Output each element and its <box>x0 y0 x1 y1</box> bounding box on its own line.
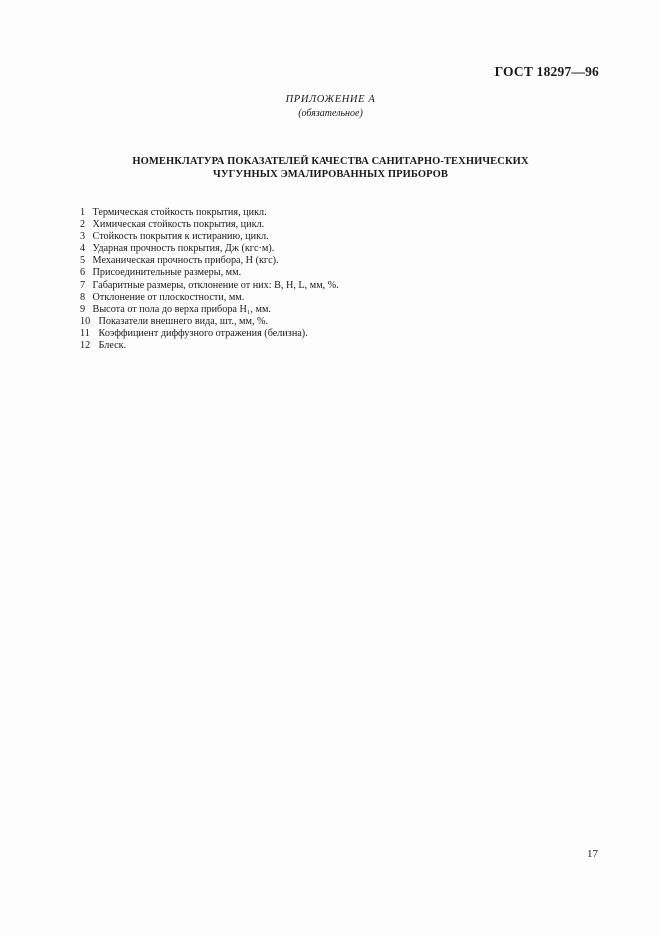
list-item <box>80 231 339 243</box>
list-item-text: Блеск. <box>98 340 127 352</box>
list-item-number: 6 <box>80 267 86 279</box>
list-item-text: Стойкость покрытия к истиранию, цикл. <box>92 231 269 243</box>
list-item-number: 3 <box>80 231 86 243</box>
list-item-number: 12 <box>80 340 91 352</box>
list-item-text: Химическая стойкость покрытия, цикл. <box>92 219 265 231</box>
list-item <box>80 255 339 267</box>
list-item-number: 4 <box>80 243 86 255</box>
section-title-line-1: НОМЕНКЛАТУРА ПОКАЗАТЕЛЕЙ КАЧЕСТВА САНИТАРНО-ТЕХНИЧЕСКИХ <box>132 156 529 167</box>
list-item-number: 2 <box>80 219 86 231</box>
list-item <box>80 243 339 255</box>
list-item-text: Отклонение от плоскостности, мм. <box>92 291 245 303</box>
list-item-text: Показатели внешнего вида, шт., мм, %. <box>98 315 269 327</box>
document-code: ГОСТ 18297—96 <box>494 64 599 79</box>
list-item-text: Термическая стойкость покрытия, цикл. <box>92 207 267 218</box>
list-item <box>80 340 339 352</box>
page-number: 17 <box>587 848 598 860</box>
list-item-number: 11 <box>80 327 90 339</box>
list-item-text: Коэффициент диффузного отражения (белизна). <box>98 327 308 339</box>
appendix-label: ПРИЛОЖЕНИЕ А <box>285 94 376 105</box>
quality-indicators-list <box>80 207 339 352</box>
list-item <box>80 267 339 279</box>
list-item <box>80 328 339 340</box>
list-item <box>80 280 339 292</box>
list-item-text: Присоединительные размеры, мм. <box>92 267 242 279</box>
list-item <box>80 316 339 328</box>
list-item-number: 5 <box>80 255 86 267</box>
section-title-line-2: ЧУГУННЫХ ЭМАЛИРОВАННЫХ ПРИБОРОВ <box>213 169 448 180</box>
list-item-number: 9 <box>80 303 86 315</box>
list-item-number: 7 <box>80 279 86 291</box>
list-item-number: 10 <box>80 315 91 327</box>
section-title <box>0 155 661 181</box>
list-item-text: Механическая прочность прибора, Н (кгс). <box>92 255 279 267</box>
list-item-text: Ударная прочность покрытия, Дж (кгс·м). <box>92 243 275 255</box>
list-item-text: Габаритные размеры, отклонение от них: B, H, L, мм, %. <box>92 279 339 291</box>
list-item <box>80 292 339 304</box>
list-item <box>80 207 339 219</box>
list-item <box>80 219 339 231</box>
appendix-note: (обязательное) <box>298 108 363 119</box>
list-item-text: Высота от пола до верха прибора H₁, мм. <box>92 303 271 315</box>
list-item-number: 1 <box>80 207 86 218</box>
list-item-number: 8 <box>80 291 86 303</box>
list-item <box>80 304 339 316</box>
